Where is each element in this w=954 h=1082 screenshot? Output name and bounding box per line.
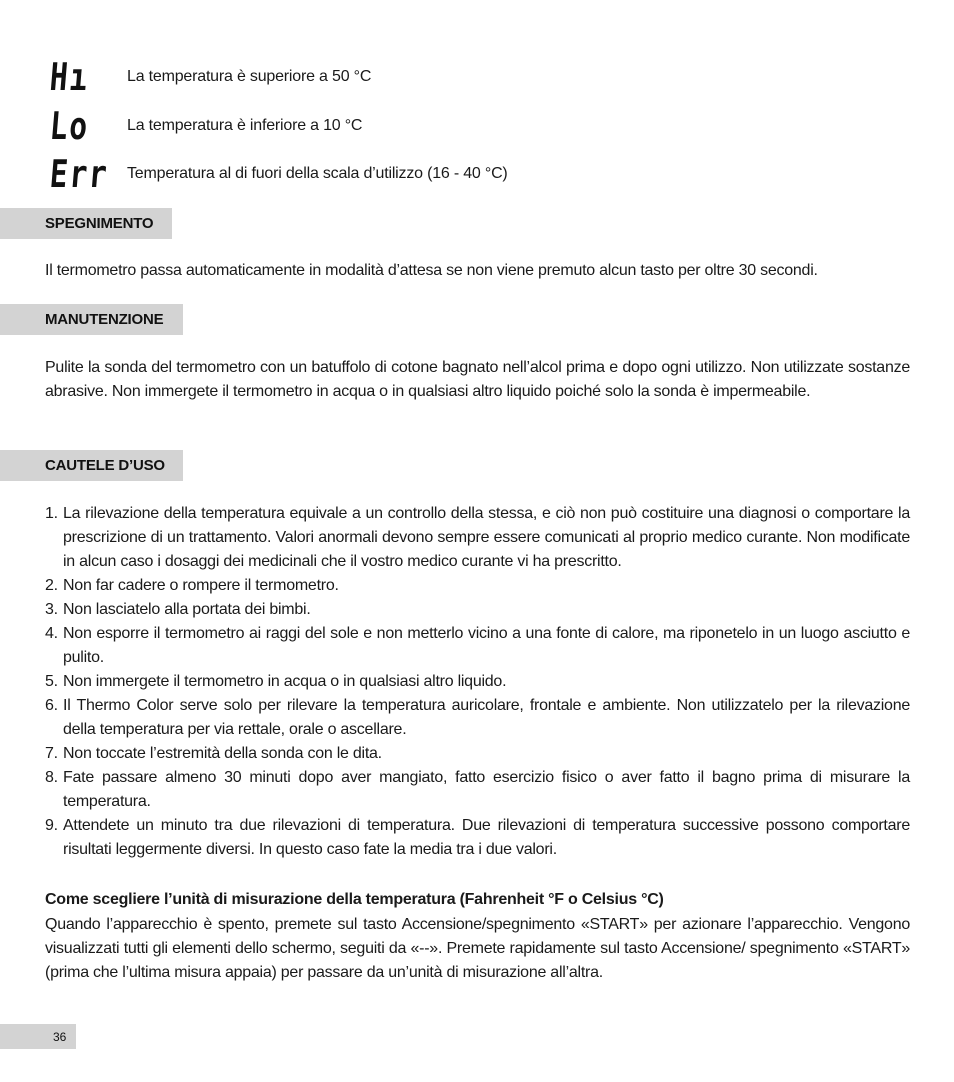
code-row-hi bbox=[48, 55, 372, 99]
section-title: CAUTELE D’USO bbox=[45, 457, 165, 474]
list-item: 3. Non lasciatelo alla portata dei bimbi. bbox=[45, 601, 311, 618]
section-header-manutenzione bbox=[0, 304, 183, 335]
list-item: 1. La rilevazione della temperatura equivale a un controllo della stessa, e ciò non può costituire una diagnosi o comportare la prescrizione di un trattamento. Valori anormali devono sempre essere comunicati al proprio medico curante. Non modificate in alcun caso i dosaggi dei medicinali che il vostro medico curante vi ha prescritto. bbox=[45, 505, 910, 570]
manutenzione-paragraph: Pulite la sonda del termometro con un batuffolo di cotone bagnato nell’alcol prima e dopo ogni utilizzo. Non utilizzate sostanze abrasive. Non immergete il termometro in acqua o in qualsiasi altro liquido poiché solo la sonda è impermeabile. bbox=[45, 359, 910, 400]
unit-selection-paragraph: Quando l’apparecchio è spento, premete sul tasto Accensione/spegnimento «START» per azionare l’apparecchio. Vengono visualizzati tutti gli elementi dello schermo, seguiti da «--». Premete rapidamente sul tasto Accensione/ spegnimento «START» (prima che l’ultima misura appaia) per passare da un’unità di misurazione all’altra. bbox=[45, 916, 910, 981]
section-header-cautele bbox=[0, 450, 183, 481]
list-item: 9. Attendete un minuto tra due rilevazioni di temperatura. Due rilevazioni di temperatura successive possono comportare risultati leggermente diversi. In questo caso fate la media tra i due valori. bbox=[45, 817, 910, 858]
list-item: 8. Fate passare almeno 30 minuti dopo aver mangiato, fatto esercizio fisico o aver fatto il bagno prima di misurare la temperatura. bbox=[45, 769, 910, 810]
list-item: 4. Non esporre il termometro ai raggi del sole e non metterlo vicino a una fonte di calore, ma riponetelo in un luogo asciutto e pulito. bbox=[45, 625, 910, 666]
code-description: La temperatura è inferiore a 10 °C bbox=[127, 117, 363, 134]
code-description: Temperatura al di fuori della scala d’utilizzo (16 - 40 °C) bbox=[127, 165, 508, 182]
unit-selection-heading: Come scegliere l’unità di misurazione della temperatura (Fahrenheit °F o Celsius °C) bbox=[45, 891, 664, 908]
code-row-err bbox=[48, 152, 508, 196]
list-item: 6. Il Thermo Color serve solo per rilevare la temperatura auricolare, frontale e ambiente. Non utilizzatelo per la rilevazione della temperatura per via rettale, orale o ascellare. bbox=[45, 697, 910, 738]
page-number-tab bbox=[0, 1024, 76, 1049]
list-item: 7. Non toccate l’estremità della sonda con le dita. bbox=[45, 745, 382, 762]
page-number: 36 bbox=[53, 1029, 67, 1044]
section-title: SPEGNIMENTO bbox=[45, 215, 154, 232]
spegnimento-paragraph: Il termometro passa automaticamente in modalità d’attesa se non viene premuto alcun tasto per oltre 30 secondi. bbox=[45, 262, 818, 279]
lcd-lo-display-icon: Lo bbox=[48, 104, 91, 148]
list-item: 2. Non far cadere o rompere il termometro. bbox=[45, 577, 339, 594]
cautele-list bbox=[45, 502, 910, 862]
list-item: 5. Non immergete il termometro in acqua o in qualsiasi altro liquido. bbox=[45, 673, 507, 690]
lcd-err-display-icon: Err bbox=[48, 152, 111, 196]
section-title: MANUTENZIONE bbox=[45, 311, 164, 328]
section-header-spegnimento bbox=[0, 208, 172, 239]
code-row-lo bbox=[48, 104, 363, 148]
code-description: La temperatura è superiore a 50 °C bbox=[127, 68, 372, 85]
lcd-hi-display-icon: Hı bbox=[48, 55, 91, 99]
